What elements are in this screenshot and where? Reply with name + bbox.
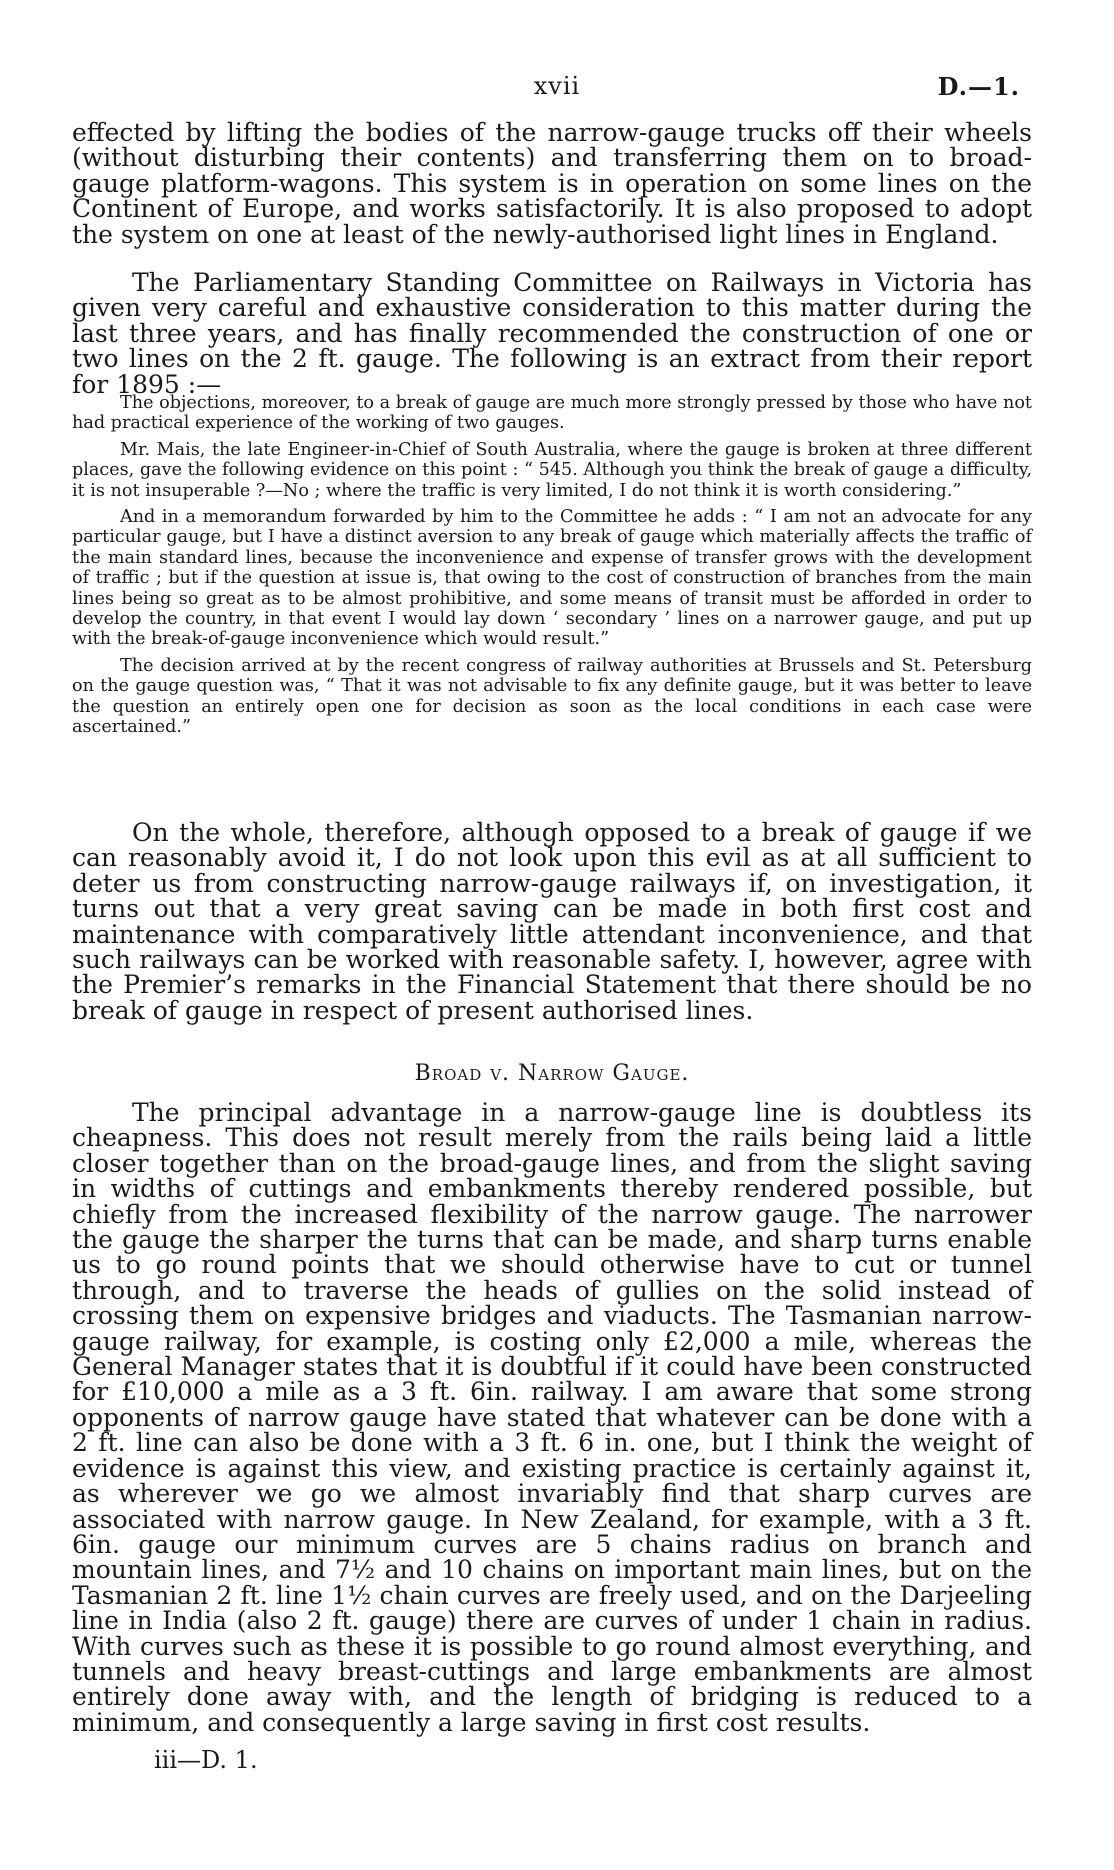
paragraph-on-the-whole [72,820,1032,1023]
paragraph-principal-advantage [72,1100,1032,1735]
document-reference: D.—1. [937,72,1020,101]
report-extract [72,393,1032,738]
section-heading [72,1060,1032,1088]
paragraph-parliamentary-committee [72,270,1032,397]
footer-signature: iii—D. 1. [154,1746,258,1774]
paragraph-text: The principal advantage in a narrow-gauge line is doubtless its cheapness. This does not result merely from the rails being laid a little closer together than on the broad-gauge lines, and from the slight saving in widths of cuttings and embankments thereby rendered possible, but chiefly from the increased flexibility of the narrow gauge. The narrower the gauge the sharper the turns that can be made, and sharp turns enable us to go round points that we should otherwise have to cut or tunnel through, and to traverse the heads of gullies on the solid instead of crossing them on expensive bridges and viaducts. The Tasmanian narrow-gauge railway, for example, is costing only £2,000 a mile, whereas the General Manager states that it is doubtful if it could have been constructed for £10,000 a mile as a 3 ft. 6in. railway. I am aware that some strong opponents of narrow gauge have stated that whatever can be done with a 2 ft. line can also be done with a 3 ft. 6 in. one, but I think the weight of evidence is against this view, and existing practice is certainly against it, as wherever we go we almost invariably find that sharp curves are associated with narrow gauge. In New Zealand, for example, with a 3 ft. 6in. gauge our minimum curves are 5 chains radius on branch and mountain lines, and 7½ and 10 chains on important main lines, but on the Tasmanian 2 ft. line 1½ chain curves are freely used, and on the Darjeeling line in India (also 2 ft. gauge) there are curves of under 1 chain in radius. With curves such as these it is possible to go round almost everything, and tunnels and heavy breast-cuttings and large embankments are almost entirely done away with, and the length of bridging is reduced to a minimum, and consequently a large saving in first cost results. [72,1098,1032,1737]
paragraph-text: The Parliamentary Standing Committee on Railways in Victoria has given very careful and exhaustive consideration to this matter during the last three years, and has finally recommended the construction of one or two lines on the 2 ft. gauge. The following is an extract from their report for 1895 :— [72,268,1032,399]
quote-memorandum: And in a memorandum forwarded by him to the Committee he adds : “ I am not an advocate for any particular gauge, but I have a distinct aversion to any break of gauge which materially affects the traffic of the main standard lines, because the inconvenience and expense of transfer grows with the development of traffic ; but if the question at issue is, that owing to the cost of construction of branches from the main lines being so great as to be almost prohibitive, and some means of transit must be afforded in order to develop the country, in that event I would lay down ‘ secondary ’ lines on a narrower gauge, and put up with the break-of-gauge inconvenience which would result.” [72,507,1032,650]
paragraph-text: On the whole, therefore, although opposed to a break of gauge if we can reasonably avoid it, I do not look upon this evil as at all sufficient to deter us from constructing narrow-gauge railways if, on investigation, it turns out that a very great saving can be made in both first cost and maintenance with comparatively little attendant inconvenience, and that such railways can be worked with reasonable safety. I, however, agree with the Premier’s remarks in the Financial Statement that there should be no break of gauge in respect of present authorised lines. [72,818,1032,1025]
paragraph-text: effected by lifting the bodies of the narrow-gauge trucks off their wheels (without disturbing their contents) and transferring them on to broad-gauge platform-wagons. This system is in operation on some lines on the Continent of Europe, and works satisfactorily. It is also proposed to adopt the system on one at least of the newly-authorised light lines in England. [72,118,1032,249]
quote-objections: The objections, moreover, to a break of gauge are much more strongly pressed by those who have not had practical experience of the working of two gauges. [72,393,1032,434]
paragraph-continued [72,120,1032,247]
quote-mais-evidence: Mr. Mais, the late Engineer-in-Chief of South Australia, where the gauge is broken at three different places, gave the following evidence on this point : “ 545. Although you think the break of gauge a difficulty, it is not insuperable ?—No ; where the traffic is very limited, I do not think it is worth considering.” [72,439,1032,501]
page-number: xvii [533,72,581,100]
heading-broad-v-narrow-gauge: Broad v. Narrow Gauge. [414,1061,690,1086]
quote-congress-decision: The decision arrived at by the recent congress of railway authorities at Brussels and St. Petersburg on the gauge question was, “ That it was not advisable to fix any definite gauge, but it was better to leave the question an entirely open one for decision as soon as the local conditions in each case were ascertained.” [72,655,1032,738]
page-header [0,72,1114,106]
